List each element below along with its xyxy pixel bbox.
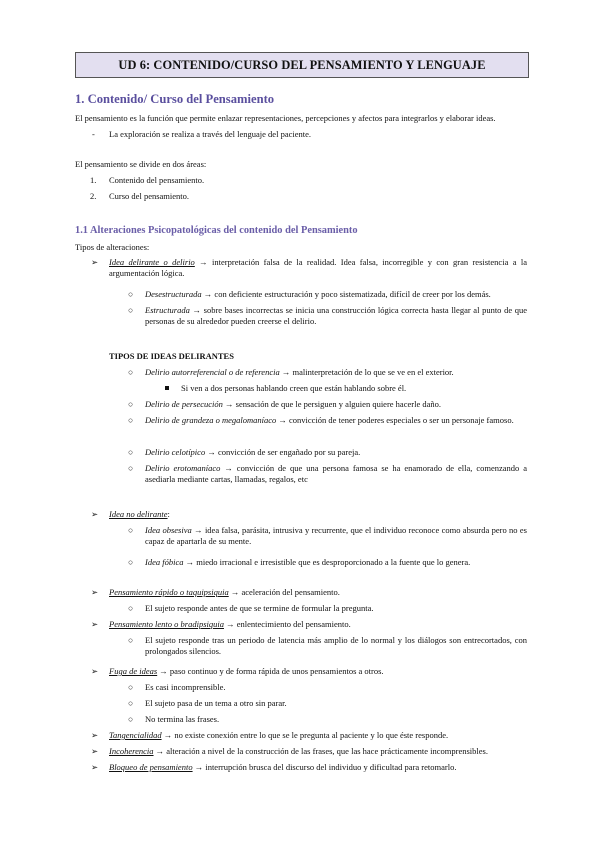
list-item: Incoherencia → alteración a nivel de la construcción de las frases, que las hace prácticamente incomprensibles. [109,746,488,756]
circle-bullet-icon: ○ [128,289,134,299]
types-intro: Tipos de alteraciones: [75,242,150,252]
list-item: Delirio de persecución → sensación de que le persiguen y alguien quiere hacerle daño. [145,399,441,409]
list-item: Curso del pensamiento. [109,191,190,201]
list-item: Delirio celotípico → convicción de ser engañado por su pareja. [145,447,361,457]
list-item: El sujeto responde tras un periodo de latencia más amplio de lo normal y los diálogos son entrecortados, con prolongados silencios. [145,635,527,656]
list-number: 1. [90,175,97,185]
list-item: El sujeto responde antes de que se termine de formular la pregunta. [145,603,374,613]
circle-bullet-icon: ○ [128,525,134,535]
circle-bullet-icon: ○ [128,463,134,473]
arrow-bullet-icon: ➢ [91,257,99,267]
term-link[interactable]: Pensamiento rápido o taquipsiquia [109,587,229,597]
list-item: Pensamiento lento o bradipsiquia → enlentecimiento del pensamiento. [109,619,351,629]
term-link[interactable]: Idea no delirante [109,509,168,519]
term-link[interactable]: Fuga de ideas [109,666,158,676]
circle-bullet-icon: ○ [128,399,134,409]
arrow-bullet-icon: ➢ [91,762,99,772]
arrow-bullet-icon: ➢ [91,509,99,519]
list-item: Idea no delirante: [109,509,170,519]
subheading: TIPOS DE IDEAS DELIRANTES [109,351,234,361]
list-item: Idea fóbica → miedo irracional e irresistible que es desproporcionado a la fuente que lo genera. [145,557,471,567]
circle-bullet-icon: ○ [128,635,134,645]
list-item: Fuga de ideas → paso continuo y de forma rápida de unos pensamientos a otros. [109,666,384,676]
square-bullet-icon [165,386,169,390]
list-item: No termina las frases. [145,714,220,724]
list-item: Es casi incomprensible. [145,682,226,692]
circle-bullet-icon: ○ [128,714,134,724]
term-link[interactable]: Pensamiento lento o bradipsiquia [109,619,224,629]
arrow-bullet-icon: ➢ [91,666,99,676]
circle-bullet-icon: ○ [128,367,134,377]
circle-bullet-icon: ○ [128,557,134,567]
list-item: Idea obsesiva → idea falsa, parásita, intrusiva y recurrente, que el individuo reconoce como absurda pero no es capaz de apartarla de su mente. [145,525,527,546]
term-link[interactable]: Bloqueo de pensamiento [109,762,193,772]
arrow-bullet-icon: ➢ [91,730,99,740]
list-item: Pensamiento rápido o taquipsiquia → aceleración del pensamiento. [109,587,340,597]
section-heading-2: 1.1 Alteraciones Psicopatológicas del contenido del Pensamiento [75,225,358,236]
circle-bullet-icon: ○ [128,603,134,613]
list-item: Tangencialidad → no existe conexión entre lo que se le pregunta al paciente y lo que éste responde. [109,730,449,740]
circle-bullet-icon: ○ [128,415,134,425]
list-number: 2. [90,191,97,201]
list-item: Desestructurada → con deficiente estructuración y poco sistematizada, difícil de creer por los demás. [145,289,491,299]
list-item: Si ven a dos personas hablando creen que están hablando sobre él. [181,383,407,393]
arrow-bullet-icon: ➢ [91,619,99,629]
circle-bullet-icon: ○ [128,305,134,315]
page-title: UD 6: CONTENIDO/CURSO DEL PENSAMIENTO Y LENGUAJE [75,52,529,78]
term-link[interactable]: Incoherencia [109,746,154,756]
circle-bullet-icon: ○ [128,698,134,708]
intro-paragraph: El pensamiento es la función que permite enlazar representaciones, percepciones y afectos para integrarlos y elaborar ideas. [75,113,496,123]
list-item: Contenido del pensamiento. [109,175,205,185]
list-item: Bloqueo de pensamiento → interrupción brusca del discurso del individuo y dificultad para retomarlo. [109,762,457,772]
list-item: El sujeto pasa de un tema a otro sin parar. [145,698,287,708]
arrow-bullet-icon: ➢ [91,587,99,597]
list-item: Delirio autorreferencial o de referencia → malinterpretación de lo que se ve en el exterior. [145,367,454,377]
list-item: Estructurada → sobre bases incorrectas se inicia una construcción lógica correcta hasta llegar al punto de que personas de su alrededor pueden creerse el delirio. [145,305,527,326]
dash-item: La exploración se realiza a través del lenguaje del paciente. [109,129,312,139]
section-heading-1: 1. Contenido/ Curso del Pensamiento [75,92,275,106]
dash-marker: - [92,129,95,139]
arrow-bullet-icon: ➢ [91,746,99,756]
list-item: Delirio de grandeza o megalomaníaco → convicción de tener poderes especiales o ser un personaje famoso. [145,415,514,425]
term-link[interactable]: Tangencialidad [109,730,162,740]
areas-intro: El pensamiento se divide en dos áreas: [75,159,207,169]
term-link[interactable]: Idea delirante o delirio [109,257,195,267]
list-item: Idea delirante o delirio → interpretación falsa de la realidad. Idea falsa, incorregible y con gran resistencia a la argumentación lógica. [109,257,527,278]
circle-bullet-icon: ○ [128,447,134,457]
list-item: Delirio erotomaníaco → convicción de que una persona famosa se ha enamorado de ella, comenzando a asediarla mediante cartas, llamadas, regalos, etc [145,463,528,484]
circle-bullet-icon: ○ [128,682,134,692]
